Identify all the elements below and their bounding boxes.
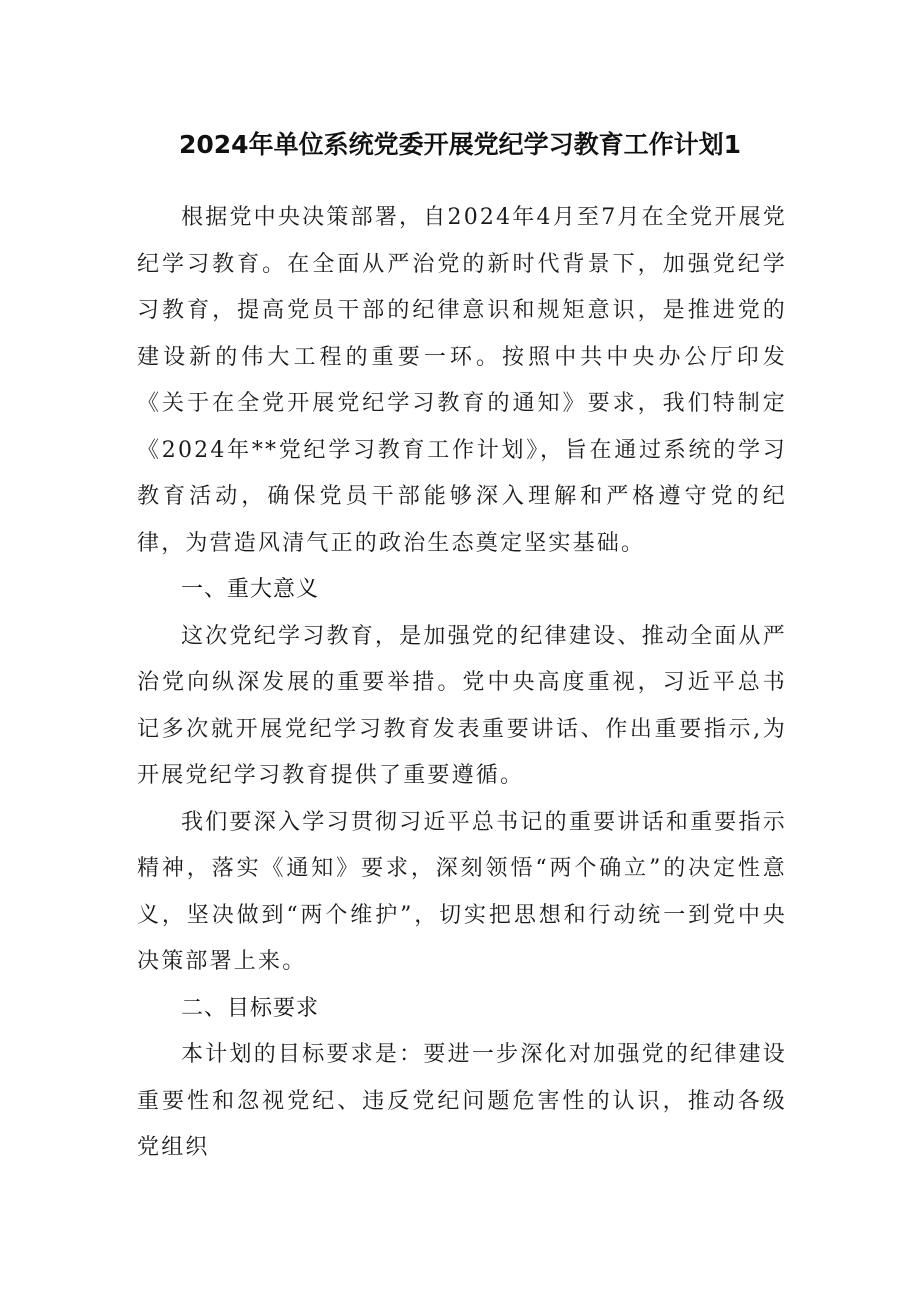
section-heading-goals: 二、目标要求 [181,995,320,1021]
paragraph-goals-1: 本计划的目标要求是：要进一步深化对加强党的纪律建设重要性和忽视党纪、违反党纪问题危害性的认识，推动各级党组织 [137,1042,787,1160]
document-title: 2024年单位系统党委开展党纪学习教育工作计划1 [179,130,741,159]
paragraph-significance-2: 我们要深入学习贯彻习近平总书记的重要讲话和重要指示精神，落实《通知》要求，深刻领悟“两个确立”的决定性意义，坚决做到“两个维护”，切实把思想和行动统一到党中央决策部署上来。 [137,809,787,974]
section-heading-significance: 一、重大意义 [181,577,320,602]
document-body [137,195,787,1172]
paragraph-significance-1: 这次党纪学习教育，是加强党的纪律建设、推动全面从严治党向纵深发展的重要举措。党中央高度重视，习近平总书记多次就开展党纪学习教育发表重要讲话、作出重要指示,为开展党纪学习教育提供了重要遵循。 [137,623,787,788]
paragraph-intro: 根据党中央决策部署，自2024年4月至7月在全党开展党纪学习教育。在全面从严治党的新时代背景下，加强党纪学习教育，提高党员干部的纪律意识和规矩意识，是推进党的建设新的伟大工程的重要一环。按照中共中央办公厅印发《关于在全党开展党纪学习教育的通知》要求，我们特制定《2024年**党纪学习教育工作计划》，旨在通过系统的学习教育活动，确保党员干部能够深入理解和严格遵守党的纪律，为营造风清气正的政治生态奠定坚实基础。 [137,205,787,556]
